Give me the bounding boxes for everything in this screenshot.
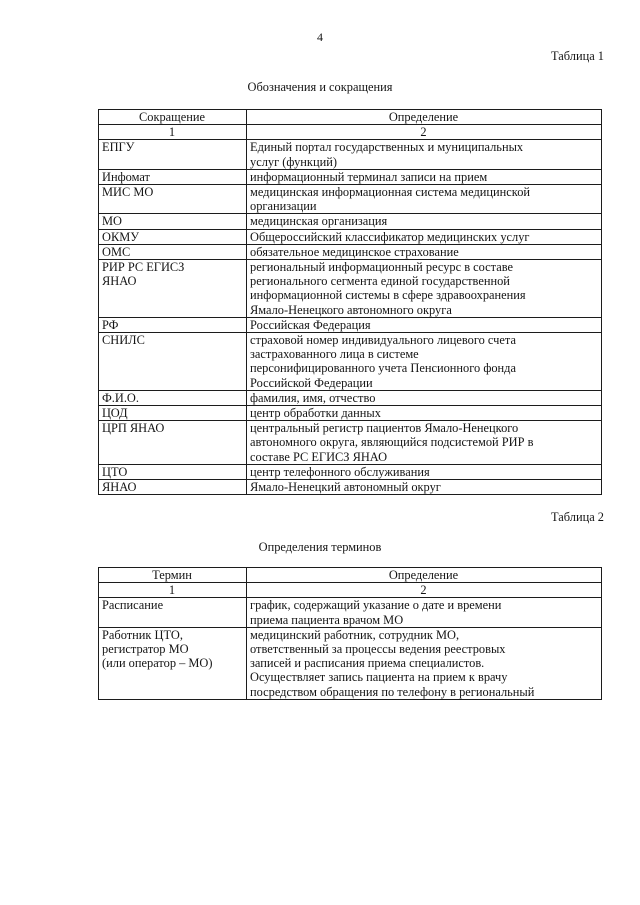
abbreviations-table	[98, 109, 602, 495]
abbreviation-cell: ЯНАО	[99, 480, 247, 495]
terms-table	[98, 567, 602, 700]
table2-col-number: 2	[247, 583, 602, 598]
table1-row	[99, 229, 602, 244]
table2-row	[99, 598, 602, 627]
table2-number-row	[99, 583, 602, 598]
definition-cell: обязательное медицинское страхование	[247, 244, 602, 259]
abbreviation-cell: ЕПГУ	[99, 140, 247, 169]
abbreviation-cell: МО	[99, 214, 247, 229]
table2-col-number: 1	[99, 583, 247, 598]
table2-caption: Таблица 2	[551, 510, 604, 524]
table1-title: Обозначения и сокращения	[247, 80, 393, 94]
abbreviation-cell: СНИЛС	[99, 333, 247, 391]
abbreviation-cell: Инфомат	[99, 169, 247, 184]
table1-row	[99, 406, 602, 421]
table2-title: Определения терминов	[258, 540, 382, 554]
table2-header-row	[99, 568, 602, 583]
table1-caption: Таблица 1	[551, 49, 604, 63]
definition-cell: центральный регистр пациентов Ямало-Ненецкого автономного округа, являющийся подсистемой РИР в составе РС ЕГИСЗ ЯНАО	[247, 421, 602, 465]
definition-cell: Единый портал государственных и муниципальных услуг (функций)	[247, 140, 602, 169]
abbreviation-cell: ЦРП ЯНАО	[99, 421, 247, 465]
definition-cell: центр телефонного обслуживания	[247, 464, 602, 479]
table1-col-number: 1	[99, 125, 247, 140]
definition-cell: медицинская информационная система медицинской организации	[247, 185, 602, 214]
definition-cell: страховой номер индивидуального лицевого счета застрахованного лица в системе персонифицированного учета Пенсионного фонда Российской Федерации	[247, 333, 602, 391]
definition-cell: график, содержащий указание о дате и времени приема пациента врачом МО	[247, 598, 602, 627]
table1-header-row	[99, 110, 602, 125]
term-cell: Расписание	[99, 598, 247, 627]
abbreviation-cell: РИР РС ЕГИСЗ ЯНАО	[99, 260, 247, 318]
definition-cell: центр обработки данных	[247, 406, 602, 421]
definition-cell: медицинская организация	[247, 214, 602, 229]
table1-row	[99, 480, 602, 495]
page-number: 4	[317, 30, 323, 44]
abbreviation-cell: ЦТО	[99, 464, 247, 479]
definition-cell: Российская Федерация	[247, 317, 602, 332]
table1-number-row	[99, 125, 602, 140]
abbreviation-cell: ОКМУ	[99, 229, 247, 244]
table1-row	[99, 214, 602, 229]
table1-row	[99, 317, 602, 332]
table1-row	[99, 390, 602, 405]
table2-row	[99, 627, 602, 699]
table1-row	[99, 185, 602, 214]
table1-row	[99, 260, 602, 318]
abbreviation-cell: ОМС	[99, 244, 247, 259]
table1-col-number: 2	[247, 125, 602, 140]
table1-header-def: Определение	[247, 110, 602, 125]
definition-cell: медицинский работник, сотрудник МО, ответственный за процессы ведения реестровых записей и расписания приема специалистов. Осуществляет запись пациента на прием к врачу посредством обращения по телефону в региональный	[247, 627, 602, 699]
abbreviation-cell: ЦОД	[99, 406, 247, 421]
table1-row	[99, 464, 602, 479]
table1-row	[99, 140, 602, 169]
definition-cell: региональный информационный ресурс в составе регионального сегмента единой государственной информационной системы в сфере здравоохранения Ямало-Ненецкого автономного округа	[247, 260, 602, 318]
term-cell: Работник ЦТО, регистратор МО (или оператор – МО)	[99, 627, 247, 699]
abbreviation-cell: РФ	[99, 317, 247, 332]
definition-cell: фамилия, имя, отчество	[247, 390, 602, 405]
abbreviation-cell: Ф.И.О.	[99, 390, 247, 405]
definition-cell: информационный терминал записи на прием	[247, 169, 602, 184]
definition-cell: Общероссийский классификатор медицинских услуг	[247, 229, 602, 244]
table2-header-def: Определение	[247, 568, 602, 583]
table1-row	[99, 333, 602, 391]
definition-cell: Ямало-Ненецкий автономный округ	[247, 480, 602, 495]
table1-row	[99, 169, 602, 184]
table1-header-abbr: Сокращение	[99, 110, 247, 125]
table1-row	[99, 244, 602, 259]
table2-header-term: Термин	[99, 568, 247, 583]
abbreviation-cell: МИС МО	[99, 185, 247, 214]
table1-row	[99, 421, 602, 465]
